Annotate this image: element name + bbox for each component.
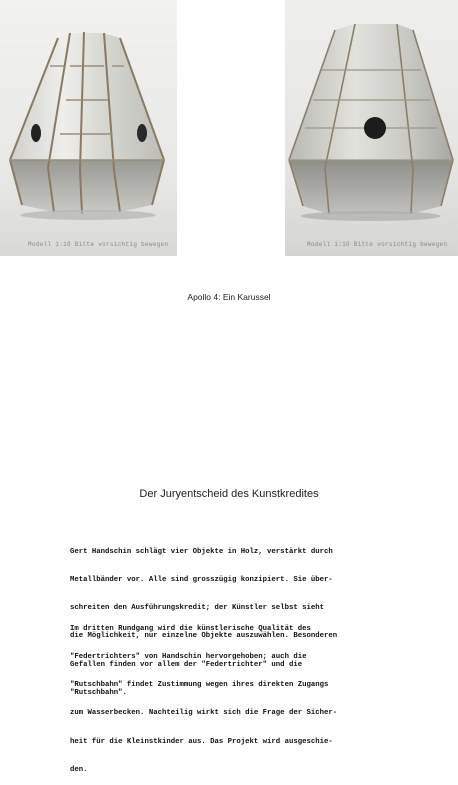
text-line: Metallbänder vor. Alle sind grosszügig konzipiert. Sie über- [70, 576, 333, 585]
jury-paragraph-2 [70, 606, 337, 785]
capsule-model-illustration [0, 0, 177, 256]
capsule-model-illustration [285, 0, 458, 256]
model-label: Modell 1:10 Bitte vorsichtig bewegen [28, 241, 169, 248]
model-photo-right [285, 0, 458, 256]
figure-caption: Apollo 4: Ein Karussel [187, 292, 271, 302]
text-line: Im dritten Rundgang wird die künstlerische Qualität des [70, 624, 311, 633]
text-line: Gert Handschin schlägt vier Objekte in Holz, verstärkt durch [70, 547, 333, 556]
text-line: "Rutschbahn". [70, 688, 127, 697]
text-line: die Möglichkeit, nur einzelne Objekte auszuwählen. Besonderen [70, 632, 338, 641]
text-line: "Rutschbahn" findet Zustimmung wegen ihres direkten Zugangs [70, 681, 329, 690]
section-heading: Der Juryentscheid des Kunstkredites [139, 488, 319, 500]
text-line: zum Wasserbecken. Nachteilig wirkt sich die Frage der Sicher- [70, 709, 338, 718]
model-label: Modell 1:10 Bitte vorsichtig bewegen [307, 241, 448, 248]
text-line: den. [70, 765, 88, 774]
model-photo-left [0, 0, 177, 256]
text-line: Gefallen finden vor allem der "Federtrichter" und die [70, 660, 303, 669]
text-line: schreiten den Ausführungskredit; der Künstler selbst sieht [70, 604, 324, 613]
text-line: "Federtrichters" von Handschin hervorgehoben; auch die [70, 653, 307, 662]
text-line: heit für die Kleinstkinder aus. Das Projekt wird ausgeschie- [70, 737, 333, 746]
